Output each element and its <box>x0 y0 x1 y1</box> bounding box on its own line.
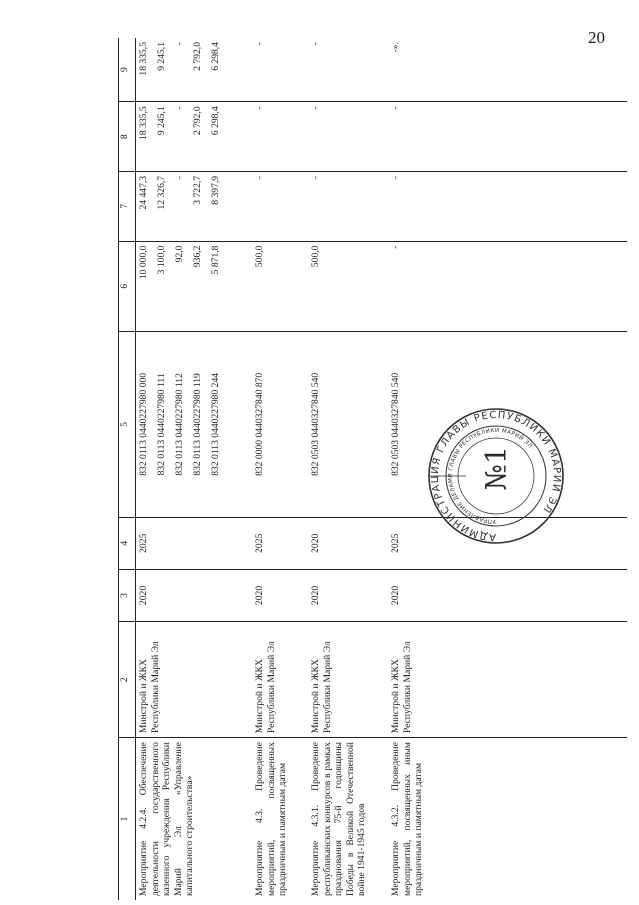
amount: -». <box>388 38 627 102</box>
amount: - <box>308 102 388 172</box>
seal-inner-text: УПРАВЛЕНИЕ ДЕЛАМИ ГЛАВЫ РЕСПУБЛИКИ МАРИЙ ЭЛ <box>447 427 534 525</box>
budget-code: 832 0113 0440227980 112 <box>174 373 185 476</box>
end-year: 2025 <box>252 517 308 569</box>
amount-col9 <box>136 38 253 102</box>
amount: 8 397,9 <box>210 175 221 205</box>
amount: 2 792,0 <box>192 42 203 71</box>
activity-description: Мероприятие 4.3. Проведение мероприятий, посвященных праздничным и памятным датам <box>254 742 288 896</box>
amount: 5 871,8 <box>210 245 221 275</box>
amount: - <box>252 38 308 102</box>
amount: 10 000,0 <box>138 245 149 280</box>
amount: 18 335,5 <box>138 106 149 140</box>
amount: 500,0 <box>252 241 308 331</box>
amount: - <box>388 171 627 241</box>
header-cell: 1 <box>119 738 136 900</box>
header-cell: 3 <box>119 569 136 621</box>
end-year: 2025 <box>136 517 253 569</box>
amount: 12 326,7 <box>156 175 167 210</box>
header-cell: 9 <box>119 38 136 102</box>
end-year: 2025 <box>388 517 627 569</box>
end-year: 2020 <box>308 517 388 569</box>
amount: - <box>174 42 185 46</box>
budget-code: 832 0000 0440327840 870 <box>252 332 308 518</box>
official-seal <box>426 406 566 546</box>
header-cell: 2 <box>119 622 136 738</box>
amount: - <box>308 171 388 241</box>
start-year: 2020 <box>136 569 253 621</box>
amount: - <box>252 102 308 172</box>
seal-number: №1 <box>479 446 513 491</box>
start-year: 2020 <box>252 569 308 621</box>
executor: Минстрой и ЖКХ Республики Марий Эл <box>252 622 308 738</box>
amount: 3 722,7 <box>192 175 203 205</box>
start-year: 2020 <box>308 569 388 621</box>
amount: 9 245,1 <box>156 42 167 71</box>
amount: - <box>174 175 185 180</box>
table-row <box>136 38 253 900</box>
amount: - <box>174 106 185 110</box>
amount-col6 <box>136 241 253 331</box>
amount: 9 245,1 <box>156 106 167 136</box>
amount: - <box>388 241 627 331</box>
activity-description: Мероприятие 4.3.2. Проведение мероприятий, посвященных иным праздничным и памятным датам <box>390 742 424 896</box>
amount: 936,2 <box>192 245 203 268</box>
header-cell: 7 <box>119 171 136 241</box>
activity-description: Мероприятие 4.2.4. Обеспечение деятельности государственного казенного учреждения Республики Марий Эл «Управление капитального строительства» <box>138 742 195 896</box>
executor: Минстрой и ЖКХ Республики Марий Эл <box>388 622 627 738</box>
activity-description: Мероприятие 4.3.1. Проведение республиканских конкурсов в рамках празднования 75-й годовщины Победы в Великой Отечественной войне 1941-1945 годов <box>310 742 367 896</box>
executor: Минстрой и ЖКХ Республики Марий Эл <box>136 622 253 738</box>
amount: 24 447,3 <box>138 175 149 210</box>
header-cell: 8 <box>119 102 136 172</box>
amount: 3 100,0 <box>156 245 167 275</box>
seal-outer-text: АДМИНИСТРАЦИЯ ГЛАВЫ РЕСПУБЛИКИ МАРИЙ ЭЛ <box>429 409 563 543</box>
table-row <box>308 38 388 900</box>
budget-code: 832 0113 0440227980 000 <box>138 372 149 476</box>
amount: 2 792,0 <box>192 106 203 136</box>
header-cell: 4 <box>119 517 136 569</box>
amount: - <box>308 38 388 102</box>
table-row <box>252 38 308 900</box>
header-cell: 6 <box>119 241 136 331</box>
start-year: 2020 <box>388 569 627 621</box>
amount: 6 298,4 <box>210 42 221 71</box>
amount: 500,0 <box>308 241 388 331</box>
amount: 92,0 <box>174 245 185 263</box>
amount: 6 298,4 <box>210 106 221 136</box>
page-number: 20 <box>588 28 605 47</box>
budget-code: 832 0113 0440227980 119 <box>192 373 203 476</box>
executor: Минстрой и ЖКХ Республики Марий Эл <box>308 622 388 738</box>
budget-code: 832 0113 0440227980 111 <box>156 373 167 476</box>
amount: - <box>388 102 627 172</box>
budget-codes <box>136 332 253 518</box>
budget-code: 832 0113 0440227980 244 <box>210 372 221 476</box>
amount: 18 335,5 <box>138 42 149 76</box>
budget-code: 832 0503 0440327840 540 <box>388 332 627 518</box>
header-row <box>119 38 136 900</box>
header-cell: 5 <box>119 332 136 518</box>
amount-col8 <box>136 102 253 172</box>
amount: - <box>252 171 308 241</box>
amount-col7 <box>136 171 253 241</box>
budget-code: 832 0503 0440327840 540 <box>308 332 388 518</box>
